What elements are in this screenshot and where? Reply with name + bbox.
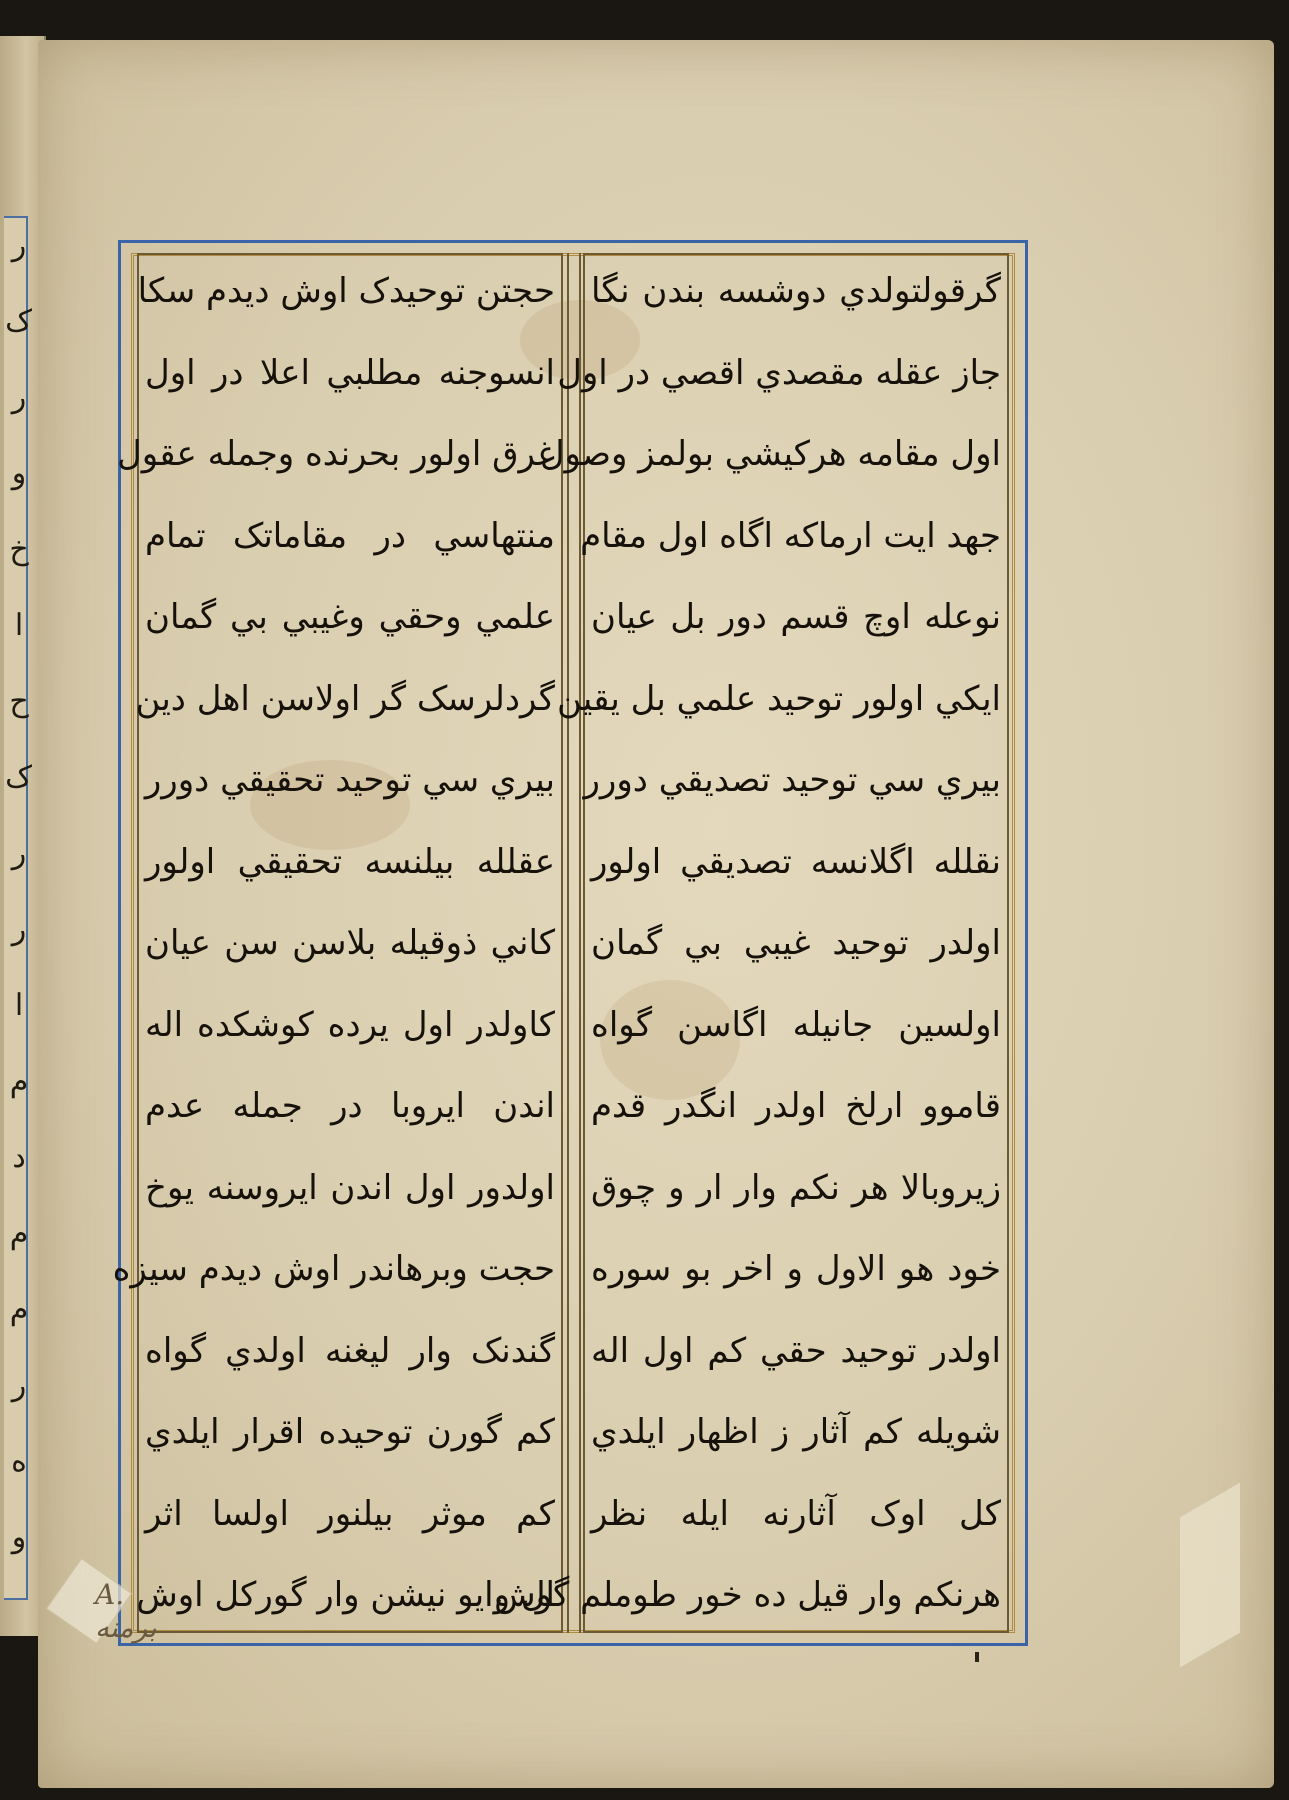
right_column-line: نقلله اگلانسه تصديقي اولور (591, 841, 1001, 882)
collector-signature: A. برمنه (95, 1578, 157, 1644)
right_column-line: جهد ايت ارماکه اگاه اول مقام (580, 515, 1001, 556)
margin-glyph: ا (14, 988, 24, 1023)
ink-mark (975, 1652, 979, 1662)
margin-glyph: ک (5, 304, 32, 339)
right_column-line: گرقولتولدي دوشسه بندن نگا (591, 271, 1001, 311)
left_column-line: انسوجنه مطلبي اعلا در اول (145, 352, 555, 393)
right_column-line: زيروبالا هر نکم وار ار و چوق (591, 1167, 1001, 1208)
margin-glyph: ا (14, 608, 24, 643)
margin-glyph: ر (11, 836, 27, 871)
right_column-line: کل اوک آثارنه ايله نظر (591, 1493, 1001, 1534)
right_column-line: اولدر توحيد حقي کم اول اله (591, 1330, 1001, 1371)
margin-glyph: د (12, 1140, 26, 1175)
right_column-line: ايکي اولور توحيد علمي بل يقين (557, 678, 1001, 719)
left_column-line: عقلله بيلنسه تحقيقي اولور (145, 841, 555, 882)
right_column-line: شويله کم آثار ز اظهار ايلدي (591, 1412, 1001, 1452)
right_column-line: هرنکم وار قيل ده خور طوملم گوش (494, 1575, 1001, 1615)
margin-glyph: م (9, 1292, 29, 1327)
margin-glyph: و (11, 1520, 27, 1555)
margin-glyph: و (11, 456, 27, 491)
margin-glyph: ه (11, 1444, 27, 1479)
left_column-line: کم موثر بيلنور اولسا اثر (145, 1493, 555, 1534)
text-frame (112, 240, 1028, 1646)
right_column-line: اولدر توحيد غيبي بي گمان (591, 923, 1001, 963)
left_column-line: علمي وحقي وغيبي بي گمان (145, 597, 555, 637)
margin-glyph: م (9, 1216, 29, 1251)
right_column-line: جاز عقله مقصدي اقصي در اول (557, 352, 1001, 393)
left_column-line: حجتن توحيدک اوش ديدم سکا (137, 271, 555, 311)
left_column-line: اولدور اول اندن ايروسنه يوخ (145, 1167, 555, 1208)
left_column-line: غرق اولور بحرنده وجمله عقول (117, 434, 555, 474)
left_column-line: منتهاسي در مقاماتک تمام (145, 515, 555, 556)
left_column-line: بيري سي توحيد تحقيقي دورر (144, 760, 555, 800)
margin-glyph: ح (9, 684, 29, 719)
margin-glyph: ر (11, 1368, 27, 1403)
left_column-line: ال وايو نيشن وار گورکل اوش (136, 1575, 555, 1615)
right_column-line: بيري سي توحيد تصديقي دورر (583, 760, 1001, 800)
right_column-line: نوعله اوچ قسم دور بل عيان (591, 597, 1001, 637)
margin-glyph: م (9, 1064, 29, 1099)
margin-glyph: خ (9, 532, 29, 567)
right_column-line: خود هو الاول و اخر بو سوره (591, 1249, 1001, 1289)
margin-glyph: ک (5, 760, 32, 795)
previous-page-text-strip (4, 216, 32, 1600)
left_column-line: حجت وبرهاندر اوش ديدم سيزه (112, 1249, 555, 1289)
left_column-line: کم گورن توحيده اقرار ايلدي (145, 1412, 555, 1452)
right_column-line: قاموو ارلخ اولدر انگدر قدم (591, 1086, 1001, 1126)
left_column-line: گندنک وار ليغنه اولدي گواه (145, 1330, 555, 1371)
right_column-line: اول مقامه هرکيشي بولمز وصول (539, 434, 1001, 474)
right-text-column (494, 253, 1009, 1633)
left_column-line: کاولدر اول يرده کوشکده اله (145, 1004, 555, 1045)
left_column-line: کاني ذوقيله بلاسن سن عيان (145, 923, 555, 963)
margin-glyph: ر (11, 912, 27, 947)
margin-glyph: ر (11, 228, 27, 263)
left_column-line: اندن ايروبا در جمله عدم (145, 1086, 555, 1126)
margin-glyph: ر (11, 380, 27, 415)
right_column-line: اولسين جانيله اگاسن گواه (591, 1004, 1001, 1045)
left_column-line: گردلرسک گر اولاسن اهل دين (135, 678, 555, 719)
